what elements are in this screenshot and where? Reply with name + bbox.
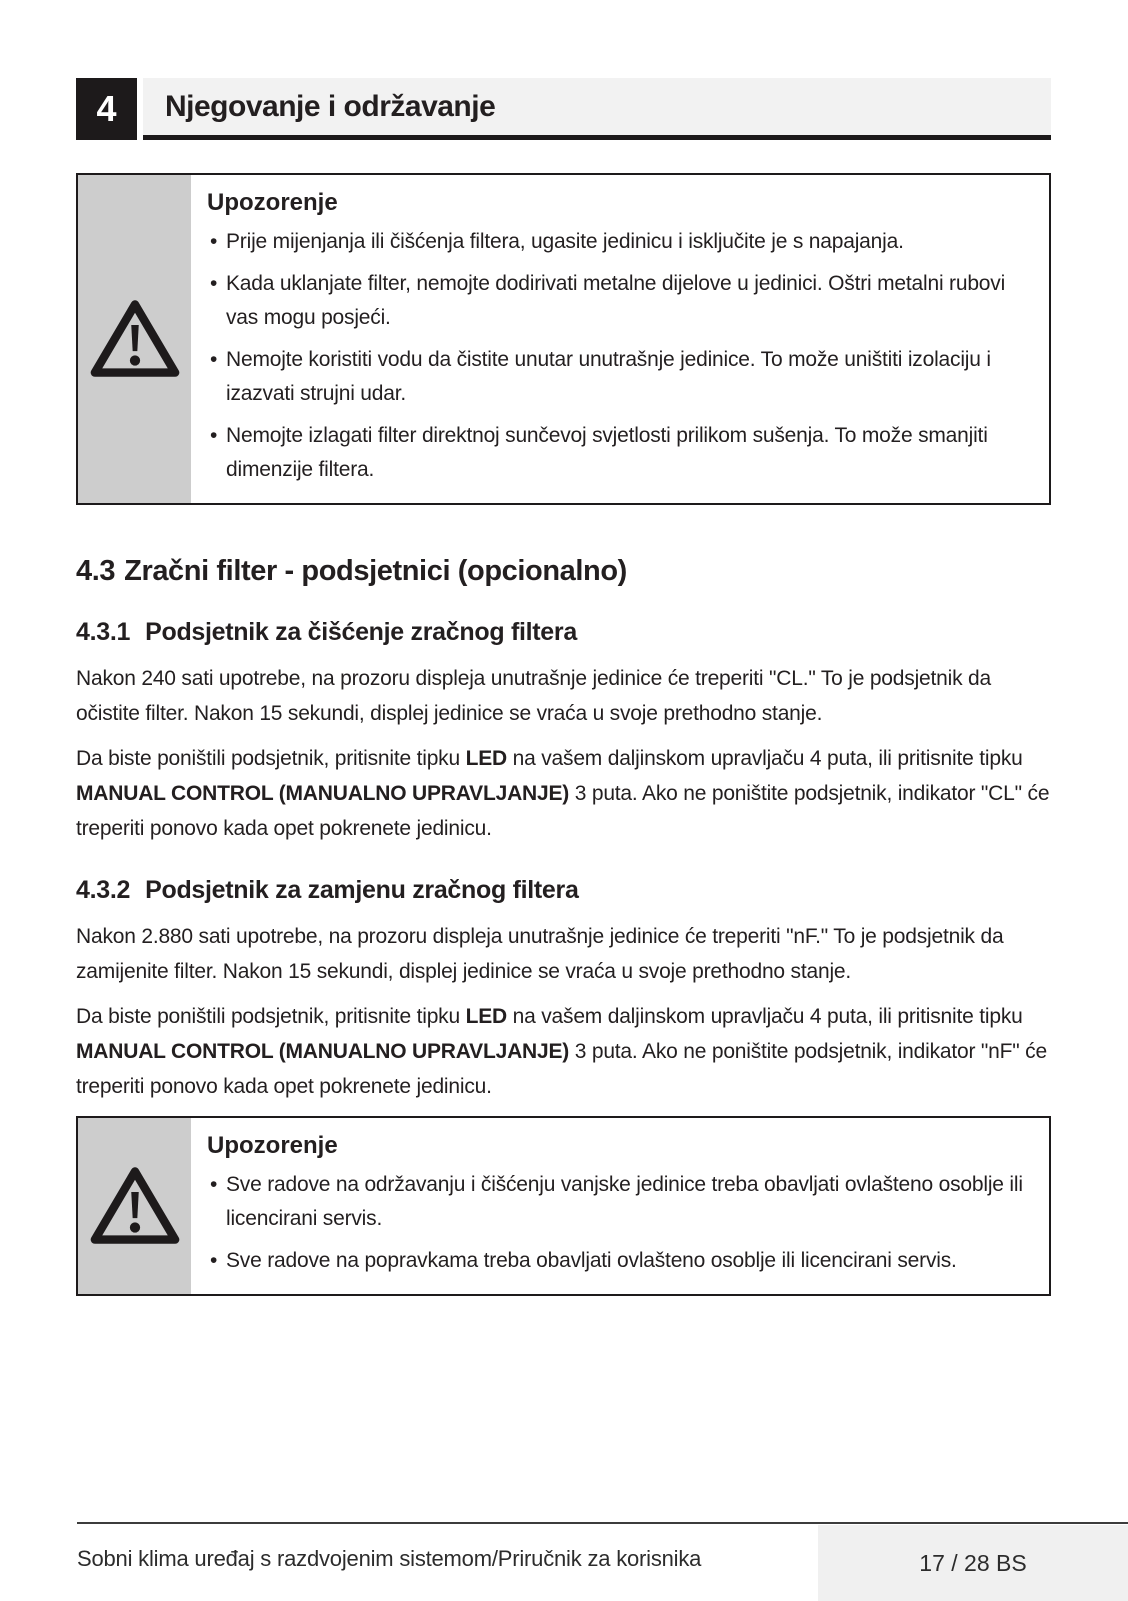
section-number: 4.3.1 <box>76 618 131 646</box>
warning-bullet: • Sve radove na popravkama treba obavljati ovlašteno osoblje ili licencirani servis. <box>207 1244 1029 1278</box>
section-heading-4-3-2 <box>76 876 1051 905</box>
section-title: Zračni filter - podsjetnici (opcionalno) <box>124 555 627 587</box>
page-content <box>76 78 1051 1296</box>
warning-bullet: • Kada uklanjate filter, nemojte dodirivati metalne dijelove u jedinici. Oštri metalni rubovi vas mogu posjeći. <box>207 267 1029 335</box>
footer-page-indicator: 17 / 28 BS <box>919 1549 1027 1576</box>
footer-divider <box>77 1522 1128 1524</box>
paragraph-431-1: Nakon 240 sati upotrebe, na prozoru displeja unutrašnje jedinice će treperiti "CL." To je podsjetnik da očistite filter. Nakon 15 sekundi, displej jedinice se vraća u svoje prethodno stanje. <box>76 667 991 725</box>
chapter-title-bar <box>143 78 1051 140</box>
section-number: 4.3 <box>76 555 116 587</box>
footer-page-badge <box>818 1525 1128 1601</box>
footer-document-title: Sobni klima uređaj s razdvojenim sistemom/Priručnik za korisnika <box>77 1546 702 1571</box>
warning-content <box>191 1118 1049 1294</box>
warning-title: Upozorenje <box>207 1132 338 1159</box>
chapter-number: 4 <box>96 88 117 129</box>
chapter-header <box>76 78 1051 140</box>
section-title: Podsjetnik za čišćenje zračnog filtera <box>145 618 577 646</box>
warning-box-2 <box>76 1116 1051 1296</box>
warning-bullet: • Nemojte izlagati filter direktnoj sunčevoj svjetlosti prilikom sušenja. To može smanjiti dimenzije filtera. <box>207 419 1029 487</box>
warning-bullet: • Sve radove na održavanju i čišćenju vanjske jedinice treba obavljati ovlašteno osoblje ili licencirani servis. <box>207 1168 1029 1236</box>
warning-box-1 <box>76 173 1051 505</box>
paragraph-432-1: Nakon 2.880 sati upotrebe, na prozoru displeja unutrašnje jedinice će treperiti "nF." To je podsjetnik da zamijenite filter. Nakon 15 sekundi, displej jedinice se vraća u svoje prethodno stanje. <box>76 925 1004 983</box>
paragraph-431-2: Da biste poništili podsjetnik, pritisnite tipku LED na vašem daljinskom upravljaču 4 puta, ili pritisnite tipku MANUAL CONTROL (MANUALNO UPRAVLJANJE) 3 puta. Ako ne poništite podsjetnik, indikator "CL" će treperiti ponovo kada opet pokrenete jedinicu. <box>76 747 1050 840</box>
section-heading-4-3 <box>76 555 1051 588</box>
section-number: 4.3.2 <box>76 876 131 904</box>
warning-title: Upozorenje <box>207 189 338 216</box>
section-title: Podsjetnik za zamjenu zračnog filtera <box>145 876 579 904</box>
warning-icon-panel <box>78 175 191 503</box>
warning-triangle-icon <box>88 1164 182 1248</box>
section-heading-4-3-1 <box>76 618 1051 647</box>
warning-icon-panel <box>78 1118 191 1294</box>
chapter-number-box <box>76 78 137 140</box>
chapter-title: Njegovanje i održavanje <box>165 89 496 123</box>
warning-bullet: • Prije mijenjanja ili čišćenja filtera, ugasite jedinicu i isključite je s napajanja. <box>207 225 1029 259</box>
paragraph-432-2: Da biste poništili podsjetnik, pritisnite tipku LED na vašem daljinskom upravljaču 4 puta, ili pritisnite tipku MANUAL CONTROL (MANUALNO UPRAVLJANJE) 3 puta. Ako ne poništite podsjetnik, indikator "nF" će treperiti ponovo kada opet pokrenete jedinicu. <box>76 1005 1047 1098</box>
warning-content <box>191 175 1049 503</box>
warning-triangle-icon <box>88 297 182 381</box>
warning-bullet: • Nemojte koristiti vodu da čistite unutar unutrašnje jedinice. To može uništiti izolaciju i izazvati strujni udar. <box>207 343 1029 411</box>
